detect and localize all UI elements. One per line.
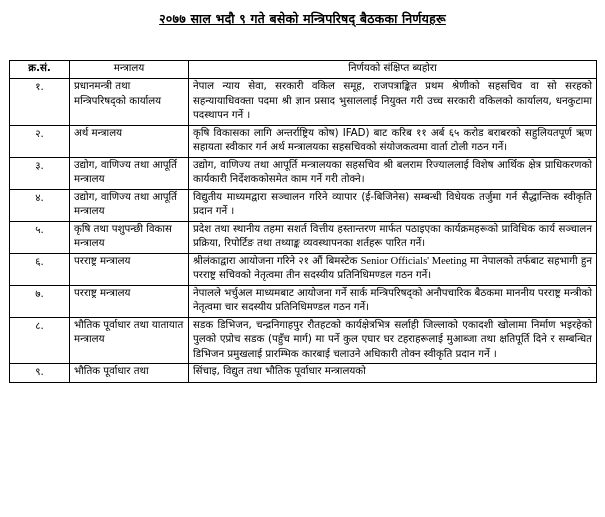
row-ministry: परराष्ट्र मन्त्रालय [70, 253, 189, 285]
row-serial: ३. [10, 157, 70, 189]
header-ministry: मन्त्रालय [70, 61, 189, 79]
table-row [10, 189, 597, 221]
row-serial: ९. [10, 364, 70, 383]
table-row [10, 317, 597, 364]
row-decision: प्रदेश तथा स्थानीय तहमा सशर्त वित्तीय हस्तान्तरण मार्फत पठाइएका कार्यक्रमहरूको प्राविधिक कार्य सञ्चालन प्रक्रिया, रिपोर्टिङ तथा तथ्याङ्क व्यवस्थापनका शर्तहरू पारित गर्ने। [189, 221, 597, 253]
decision-text-prefix: श्रीलंकाद्वारा आयोजना गरिने २१ औं बिमस्टेक [193, 255, 361, 267]
row-ministry: भौतिक पूर्वाधार तथा [70, 364, 189, 383]
table-row [10, 221, 597, 253]
row-ministry: अर्थ मन्त्रालय [70, 125, 189, 157]
row-ministry: प्रधानमन्त्री तथा मन्त्रिपरिषद्को कार्यालय [70, 79, 189, 126]
table-row [10, 364, 597, 383]
row-decision [189, 253, 597, 285]
row-decision: कृषि विकासका लागि अन्तर्राष्ट्रिय कोष) IFAD) बाट करिब ११ अर्ब ६५ करोड बराबरको सहुलियतपूर्ण ऋण सहायता स्वीकार गर्न अर्थ मन्त्रालयका सहसचिवको संयोजकत्वमा वार्ता टोली गठन गर्ने। [189, 125, 597, 157]
page-title: २०७७ साल भदौ ९ गते बसेको मन्त्रिपरिषद् बैठकका निर्णयहरू [159, 11, 446, 26]
row-decision: नेपाल न्याय सेवा, सरकारी वकिल समूह, राजपत्राङ्कित प्रथम श्रेणीको सहसचिव वा सो सरहको सहन्यायाधिवक्ता पदमा श्री ज्ञान प्रसाद भुसाललाई नियुक्त गरी उच्च सरकारी वकिलको कार्यालय, धनकुटामा पदस्थापन गर्ने । [189, 79, 597, 126]
row-serial: ४. [10, 189, 70, 221]
row-serial: ५. [10, 221, 70, 253]
row-ministry: उद्योग, वाणिज्य तथा आपूर्ति मन्त्रालय [70, 157, 189, 189]
decision-text-suffix: मा नेपालको तर्फबाट सहभागी हुन परराष्ट्र सचिवको नेतृत्वमा तीन सदस्यीय प्रतिनिधिमण्डल गठन गर्ने। [193, 255, 592, 281]
row-decision: सिंचाइ, विद्युत तथा भौतिक पूर्वाधार मन्त्रालयको [189, 364, 597, 383]
row-ministry: भौतिक पूर्वाधार तथा यातायात मन्त्रालय [70, 317, 189, 364]
row-serial: ६. [10, 253, 70, 285]
row-ministry: परराष्ट्र मन्त्रालय [70, 285, 189, 317]
row-serial: ८. [10, 317, 70, 364]
header-decision: निर्णयको संक्षिप्त ब्यहोरा [189, 61, 597, 79]
row-ministry: कृषि तथा पशुपन्छी विकास मन्त्रालय [70, 221, 189, 253]
table-row [10, 125, 597, 157]
table-row [10, 285, 597, 317]
table-header-row [10, 61, 597, 79]
header-serial: क्र.सं. [10, 61, 70, 79]
row-serial: २. [10, 125, 70, 157]
table-row [10, 253, 597, 285]
row-decision: उद्योग, वाणिज्य तथा आपूर्ति मन्त्रालयका सहसचिव श्री बलराम रिज्याललाई विशेष आर्थिक क्षेत्र प्राधिकरणको कार्यकारी निर्देशककोसमेत काम गर्ने गरी तोक्ने। [189, 157, 597, 189]
row-decision: सडक डिभिजन, चन्द्रनिगाहपुर रौतहटको कार्यक्षेत्रभित्र सर्लाही जिल्लाको एकादशी खोलामा निर्माण भइरहेको पुलको एप्रोच सडक (पहुँच मार्ग) मा पर्ने कुल एघार घर टहराहरूलाई मुआब्जा तथा क्षतिपूर्ति दिने र सम्बन्धित डिभिजन प्रमुखलाई प्रारम्भिक कारबाई चलाउने अधिकारी तोक्न स्वीकृति प्रदान गर्ने । [189, 317, 597, 364]
row-serial: १. [10, 79, 70, 126]
row-decision: विद्युतीय माध्यमद्वारा सञ्चालन गरिने व्यापार (ई-बिजिनेस) सम्बन्धी विधेयक तर्जुमा गर्न सैद्धान्तिक स्वीकृति प्रदान गर्ने । [189, 189, 597, 221]
row-serial: ७. [10, 285, 70, 317]
row-decision: नेपालले भर्चुअल माध्यमबाट आयोजना गर्ने सार्क मन्त्रिपरिषद्को अनौपचारिक बैठकमा माननीय परराष्ट्र मन्त्रीको नेतृत्वमा चार सदस्यीय प्रतिनिधिमण्डल गठन गर्ने। [189, 285, 597, 317]
decisions-table [9, 60, 597, 383]
table-row [10, 79, 597, 126]
table-row [10, 157, 597, 189]
meeting-name-latin: Senior Officials' Meeting [360, 255, 467, 267]
row-ministry: उद्योग, वाणिज्य तथा आपूर्ति मन्त्रालय [70, 189, 189, 221]
